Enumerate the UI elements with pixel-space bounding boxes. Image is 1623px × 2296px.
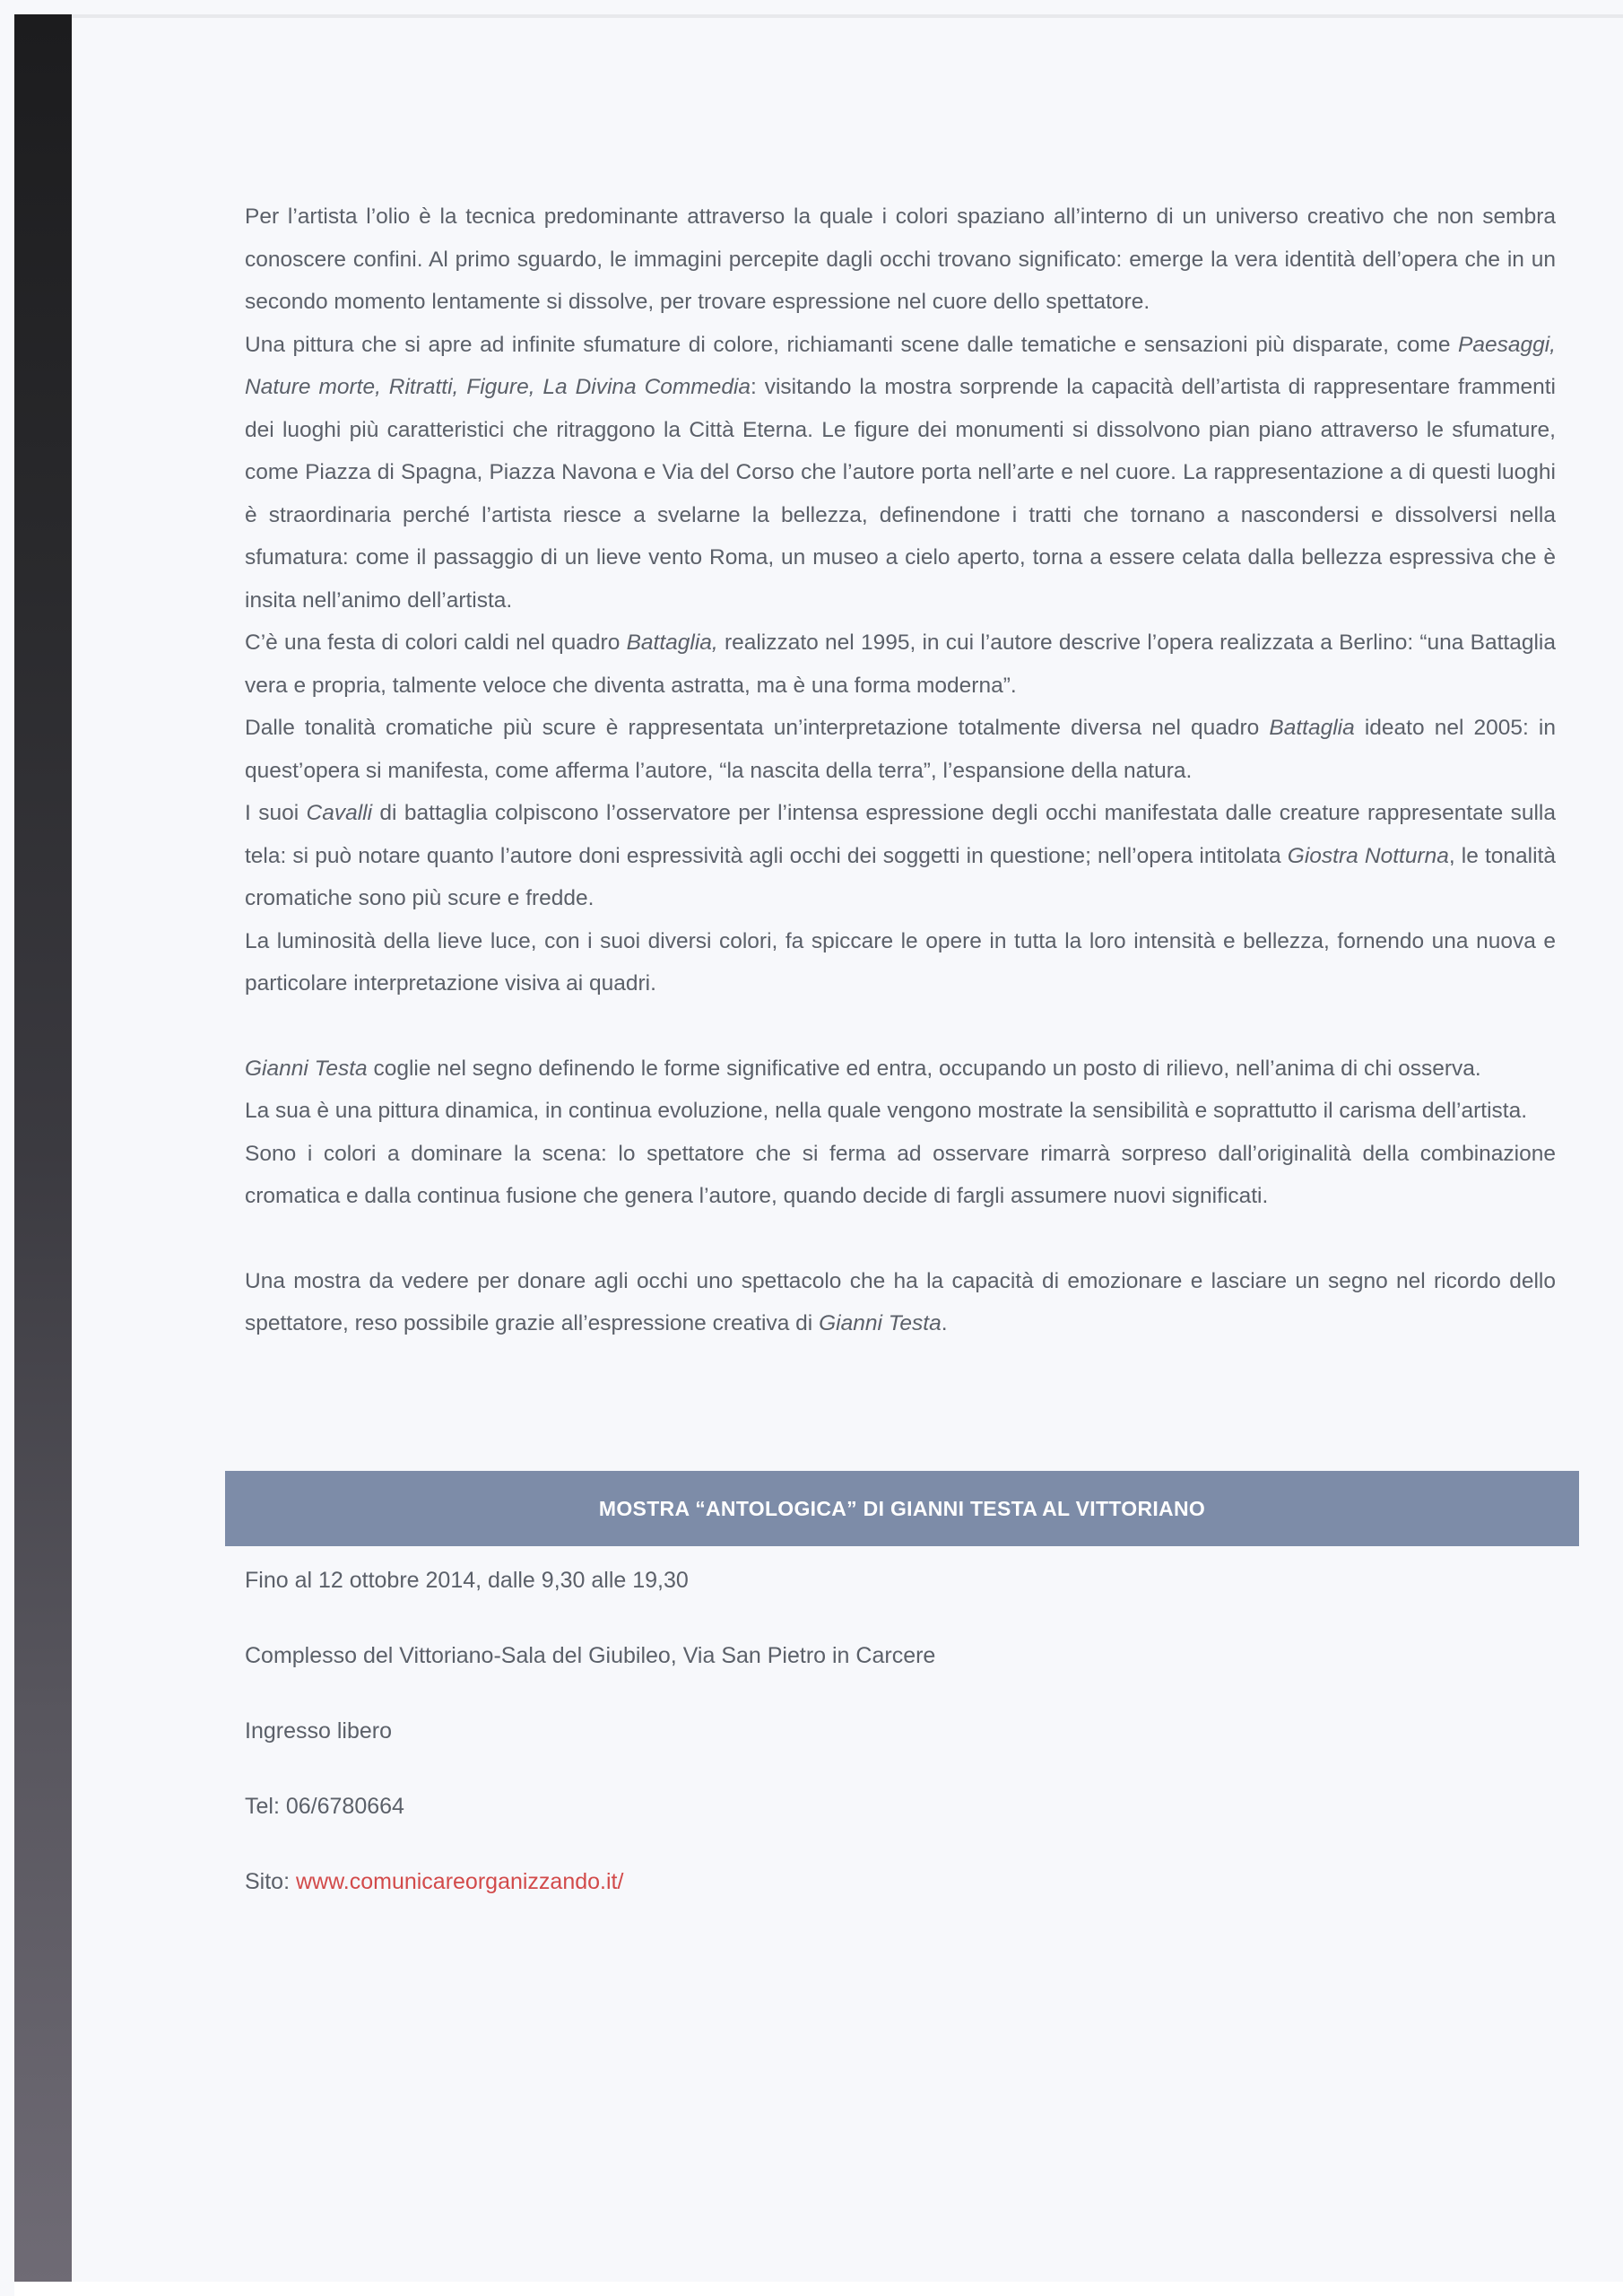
paragraph-luminosita: La luminosità della lieve luce, con i suoi diversi colori, fa spiccare le opere in tutta la loro intensità e bellezza, fornendo una nuova e particolare interpretazione visiva ai quadri. — [245, 928, 1556, 996]
paragraph-artist: Gianni Testa coglie nel segno definendo le forme significative ed entra, occupando un posto di rilievo, nell’anima di chi osserva. — [245, 1056, 1481, 1081]
paragraph-battaglia-2005: Dalle tonalità cromatiche più scure è rappresentata un’interpretazione totalmente diversa nel quadro Battaglia ideato nel 2005: in quest’opera si manifesta, come afferma l’autore, “la nascita della terra”, l’espansione della natura. — [245, 716, 1556, 783]
scan-bottom-edge — [14, 2282, 1623, 2296]
paragraph-gap — [245, 1218, 1556, 1260]
paragraph-conclusion: Una mostra da vedere per donare agli occhi uno spettacolo che ha la capacità di emozionare e lasciare un segno nel ricordo dello spettatore, reso possibile grazie all’espressione creativa di Gianni Testa. — [245, 1268, 1556, 1335]
artwork-title: Battaglia — [1269, 716, 1355, 740]
artist-name: Gianni Testa — [819, 1311, 942, 1335]
banner-title: MOSTRA “ANTOLOGICA” DI GIANNI TESTA AL VITTORIANO — [598, 1496, 1206, 1520]
info-tel: Tel: 06/6780664 — [245, 1794, 404, 1819]
info-entry: Ingresso libero — [245, 1718, 392, 1744]
artwork-title: Cavalli — [306, 801, 373, 825]
exhibition-info — [245, 1561, 1500, 1937]
scan-top-edge — [72, 14, 1623, 18]
paragraph-intro: Per l’artista l’olio è la tecnica predominante attraverso la quale i colori spaziano all’interno di un universo creativo che non sembra conoscere confini. Al primo sguardo, le immagini percepite dagli occhi trovano significato: emerge la vera identità dell’opera che in un secondo momento lentamente si dissolve, per trovare espressione nel cuore dello spettatore. — [245, 204, 1556, 314]
info-dates: Fino al 12 ottobre 2014, dalle 9,30 alle 19,30 — [245, 1568, 689, 1593]
info-location: Complesso del Vittoriano-Sala del Giubileo, Via San Pietro in Carcere — [245, 1643, 936, 1668]
genres-italic: Paesaggi, Nature morte, Ritratti, Figure, La Divina Commedia — [245, 332, 1556, 399]
paragraph-cavalli: I suoi Cavalli di battaglia colpiscono l’osservatore per l’intensa espressione degli occhi manifestata dalle creature rappresentate sulla tela: si può notare quanto l’autore doni espressività agli occhi dei soggetti in questione; nell’opera intitolata Giostra Notturna, le tonalità cromatiche sono più scure e fredde. — [245, 801, 1556, 910]
exhibition-banner — [225, 1471, 1579, 1546]
artwork-title: Giostra Notturna — [1287, 843, 1449, 868]
paragraph-genres: Una pittura che si apre ad infinite sfumature di colore, richiamanti scene dalle tematiche e sensazioni più disparate, come Paesaggi, Nature morte, Ritratti, Figure, La Divina Commedia: visitando la mostra sorprende la capacità dell’artista di rappresentare frammenti dei luoghi più caratteristici che ritraggono la Città Eterna. Le figure dei monumenti si dissolvono pian piano attraverso le sfumature, come Piazza di Spagna, Piazza Navona e Via del Corso che l’autore porta nell’arte e nel cuore. La rappresentazione a di questi luoghi è straordinaria perché l’artista riesce a svelarne la bellezza, definendone i tratti che tornano a nascondersi e dissolversi nella sfumatura: come il passaggio di un lieve vento Roma, un museo a cielo aperto, torna a essere celata dalla bellezza espressiva che è insita nell’animo dell’artista. — [245, 332, 1556, 613]
paragraph-colori: Sono i colori a dominare la scena: lo spettatore che si ferma ad osservare rimarrà sorpreso dall’originalità della combinazione cromatica e dalla continua fusione che genera l’autore, quando decide di fargli assumere nuovi significati. — [245, 1141, 1556, 1208]
article-body — [245, 196, 1556, 1345]
paragraph-battaglia-1995: C’è una festa di colori caldi nel quadro Battaglia, realizzato nel 1995, in cui l’autore descrive l’opera realizzata a Berlino: “una Battaglia vera e propria, talmente veloce che diventa astratta, ma è una forma moderna”. — [245, 631, 1556, 698]
scan-dark-edge — [14, 14, 72, 2283]
site-link[interactable]: www.comunicareorganizzando.it/ — [295, 1869, 624, 1894]
artist-name: Gianni Testa — [245, 1056, 368, 1081]
artwork-title: Battaglia, — [626, 631, 718, 655]
paragraph-dinamica: La sua è una pittura dinamica, in continua evoluzione, nella quale vengono mostrate la sensibilità e soprattutto il carisma dell’artista. — [245, 1099, 1527, 1123]
site-label: Sito: — [245, 1869, 296, 1894]
info-site — [245, 1862, 1500, 1937]
paragraph-gap — [245, 1005, 1556, 1048]
